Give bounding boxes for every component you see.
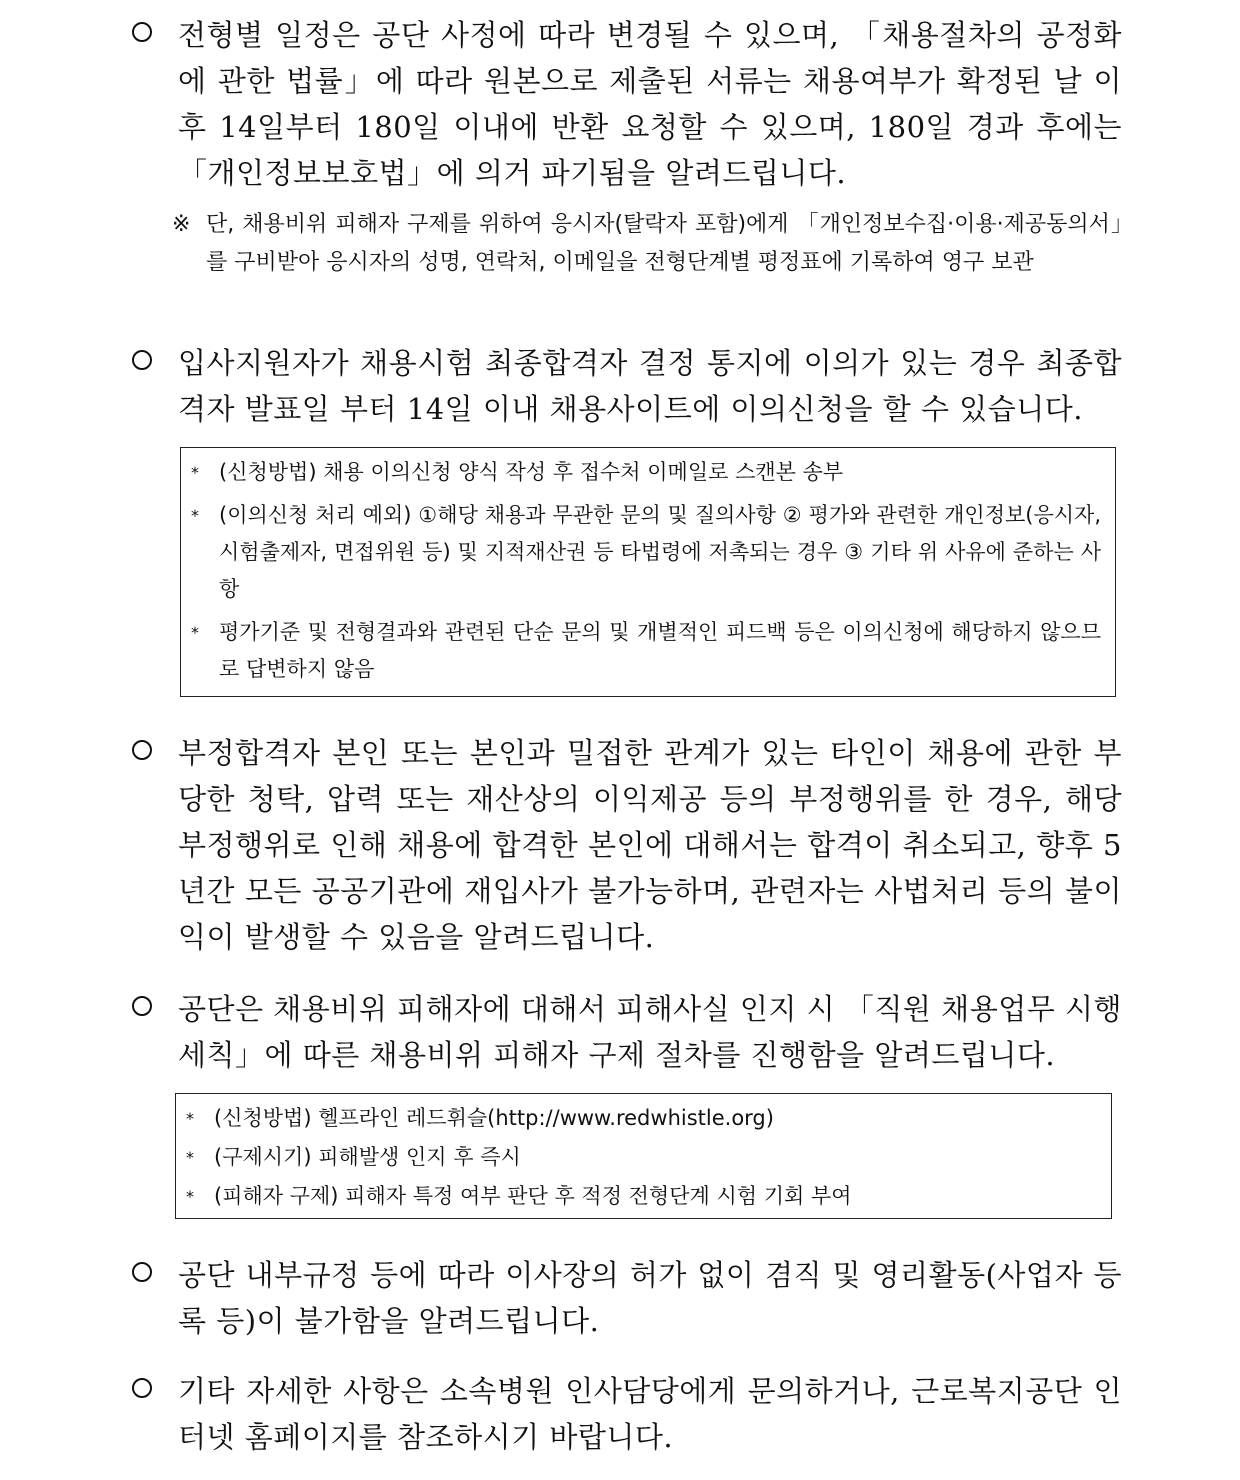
objection-info-box <box>180 447 1116 697</box>
circle-bullet-icon <box>132 350 152 370</box>
note-data-retention <box>172 206 1122 282</box>
asterisk-icon: * <box>191 506 199 525</box>
notice-victim-relief <box>132 986 1122 1078</box>
box-item-text: (신청방법) 채용 이의신청 양식 작성 후 접수처 이메일로 스캔본 송부 <box>219 460 844 484</box>
box-item <box>191 614 1101 688</box>
notice-text: 기타 자세한 사항은 소속병원 인사담당에게 문의하거나, 근로복지공단 인터넷 홈페이지를 참조하시기 바랍니다. <box>178 1374 1122 1454</box>
note-text: 단, 채용비위 피해자 구제를 위하여 응시자(탈락자 포함)에게 「개인정보수집·이용·제공동의서」를 구비받아 응시자의 성명, 연락처, 이메일을 전형단계별 평정표에 기록하여 영구 보관 <box>206 212 1122 275</box>
circle-bullet-icon <box>132 996 152 1016</box>
asterisk-icon: * <box>186 1109 194 1128</box>
circle-bullet-icon <box>132 22 152 42</box>
box-item-text: (구제시기) 피해발생 인지 후 즉시 <box>214 1145 521 1169</box>
notice-text: 공단 내부규정 등에 따라 이사장의 허가 없이 겸직 및 영리활동(사업자 등록 등)이 불가함을 알려드립니다. <box>178 1258 1122 1338</box>
circle-bullet-icon <box>132 740 152 760</box>
box-item <box>191 497 1101 608</box>
victim-relief-box <box>175 1093 1112 1219</box>
notice-fraud <box>132 730 1122 960</box>
notice-text: 입사지원자가 채용시험 최종합격자 결정 통지에 이의가 있는 경우 최종합격자 발표일 부터 14일 이내 채용사이트에 이의신청을 할 수 있습니다. <box>178 346 1122 426</box>
box-item <box>186 1100 1097 1137</box>
notice-contact <box>132 1368 1122 1460</box>
notice-side-job <box>132 1252 1122 1344</box>
circle-bullet-icon <box>132 1378 152 1398</box>
box-item <box>191 454 1101 491</box>
notice-text: 부정합격자 본인 또는 본인과 밀접한 관계가 있는 타인이 채용에 관한 부당한 청탁, 압력 또는 재산상의 이익제공 등의 부정행위를 한 경우, 해당 부정행위로 인해 채용에 합격한 본인에 대해서는 합격이 취소되고, 향후 5년간 모든 공공기관에 재입사가 불가능하며, 관련자는 사법처리 등의 불이익이 발생할 수 있음을 알려드립니다. <box>178 736 1122 954</box>
box-item-text: (이의신청 처리 예외) ①해당 채용과 무관한 문의 및 질의사항 ② 평가와 관련한 개인정보(응시자, 시험출제자, 면접위원 등) 및 지적재산권 등 타법령에 저촉되는 경우 ③ 기타 위 사유에 준하는 사항 <box>219 503 1101 601</box>
box-item-text: 평가기준 및 전형결과와 관련된 단순 문의 및 개별적인 피드백 등은 이의신청에 해당하지 않으므로 답변하지 않음 <box>219 620 1101 681</box>
asterisk-icon: * <box>186 1148 194 1167</box>
notice-text: 전형별 일정은 공단 사정에 따라 변경될 수 있으며, 「채용절차의 공정화에 관한 법률」에 따라 원본으로 제출된 서류는 채용여부가 확정된 날 이후 14일부터 180일 이내에 반환 요청할 수 있으며, 180일 경과 후에는 「개인정보보호법」에 의거 파기됨을 알려드립니다. <box>178 18 1122 190</box>
box-item <box>186 1178 1097 1215</box>
circle-bullet-icon <box>132 1262 152 1282</box>
box-item <box>186 1139 1097 1176</box>
notice-text: 공단은 채용비위 피해자에 대해서 피해사실 인지 시 「직원 채용업무 시행세칙」에 따른 채용비위 피해자 구제 절차를 진행함을 알려드립니다. <box>178 992 1122 1072</box>
box-item-text: (피해자 구제) 피해자 특정 여부 판단 후 적정 전형단계 시험 기회 부여 <box>214 1184 852 1208</box>
asterisk-icon: * <box>191 623 199 642</box>
asterisk-icon: * <box>191 463 199 482</box>
notice-schedule-documents <box>132 12 1122 196</box>
asterisk-icon: * <box>186 1187 194 1206</box>
notice-objection <box>132 340 1122 432</box>
reference-mark-icon: ※ <box>172 212 191 237</box>
box-item-text: (신청방법) 헬프라인 레드휘슬(http://www.redwhistle.org) <box>214 1106 774 1130</box>
